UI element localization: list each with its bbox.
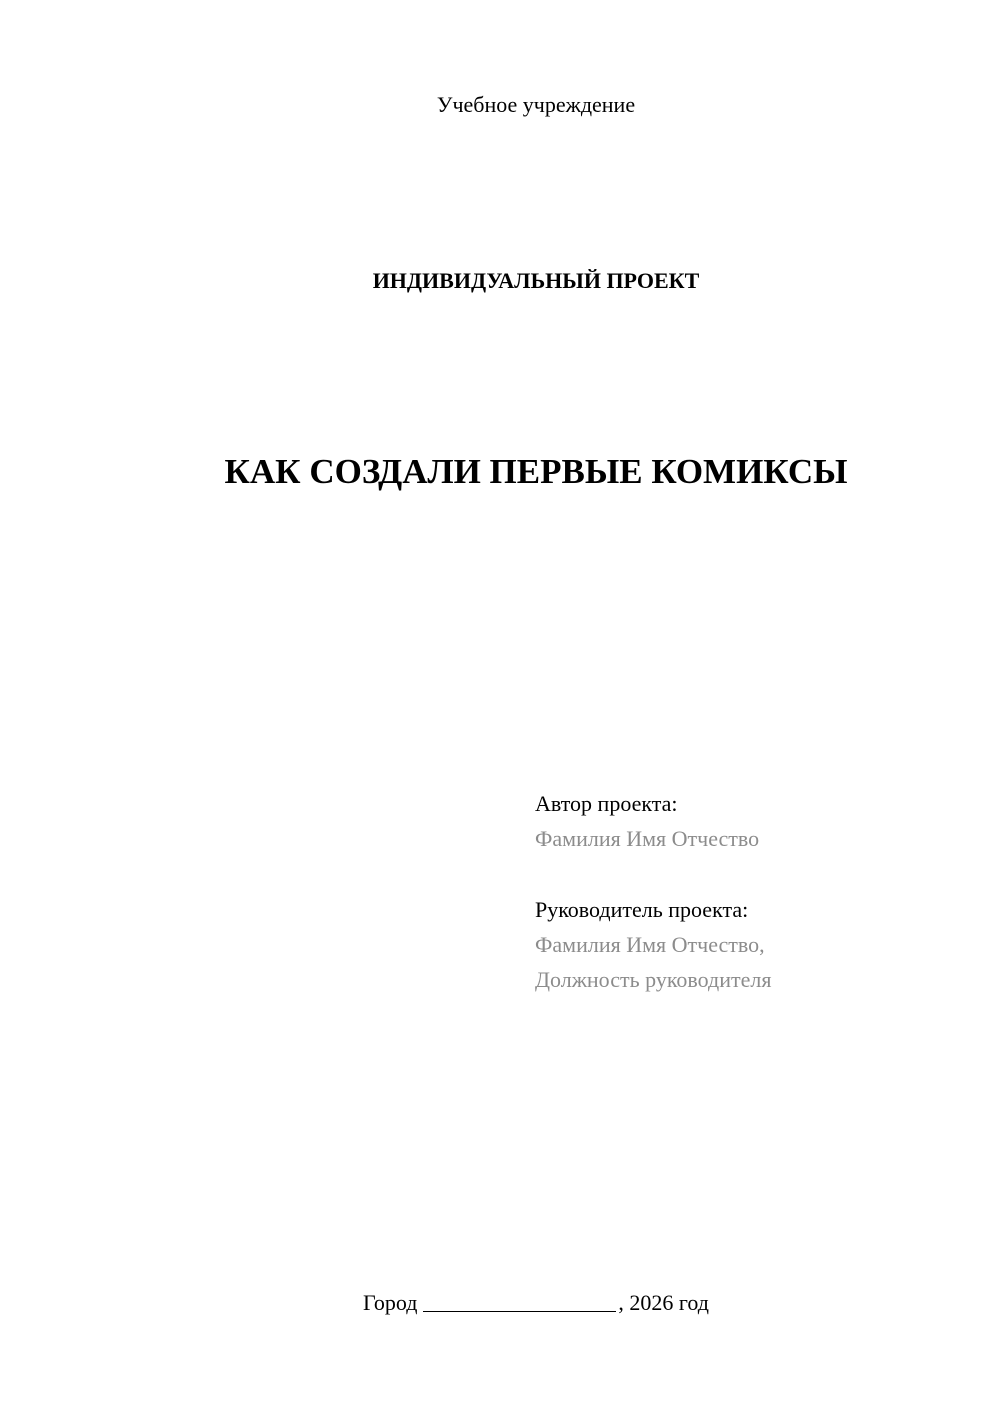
year-text: , 2026 год	[618, 1290, 709, 1315]
supervisor-label: Руководитель проекта:	[535, 897, 749, 922]
supervisor-position: Должность руководителя	[535, 967, 772, 992]
author-label: Автор проекта:	[535, 791, 678, 816]
institution-name: Учебное учреждение	[436, 92, 636, 117]
author-block	[535, 786, 759, 856]
city-blank-line	[423, 1289, 616, 1312]
author-name: Фамилия Имя Отчество	[535, 826, 760, 851]
project-type-heading: ИНДИВИДУАЛЬНЫЙ ПРОЕКТ	[372, 268, 700, 293]
city-label: Город	[363, 1290, 418, 1315]
project-title: КАК СОЗДАЛИ ПЕРВЫЕ КОМИКСЫ	[224, 452, 848, 491]
supervisor-block	[535, 892, 771, 997]
city-year-line	[0, 1289, 1000, 1316]
supervisor-name: Фамилия Имя Отчество,	[535, 932, 765, 957]
